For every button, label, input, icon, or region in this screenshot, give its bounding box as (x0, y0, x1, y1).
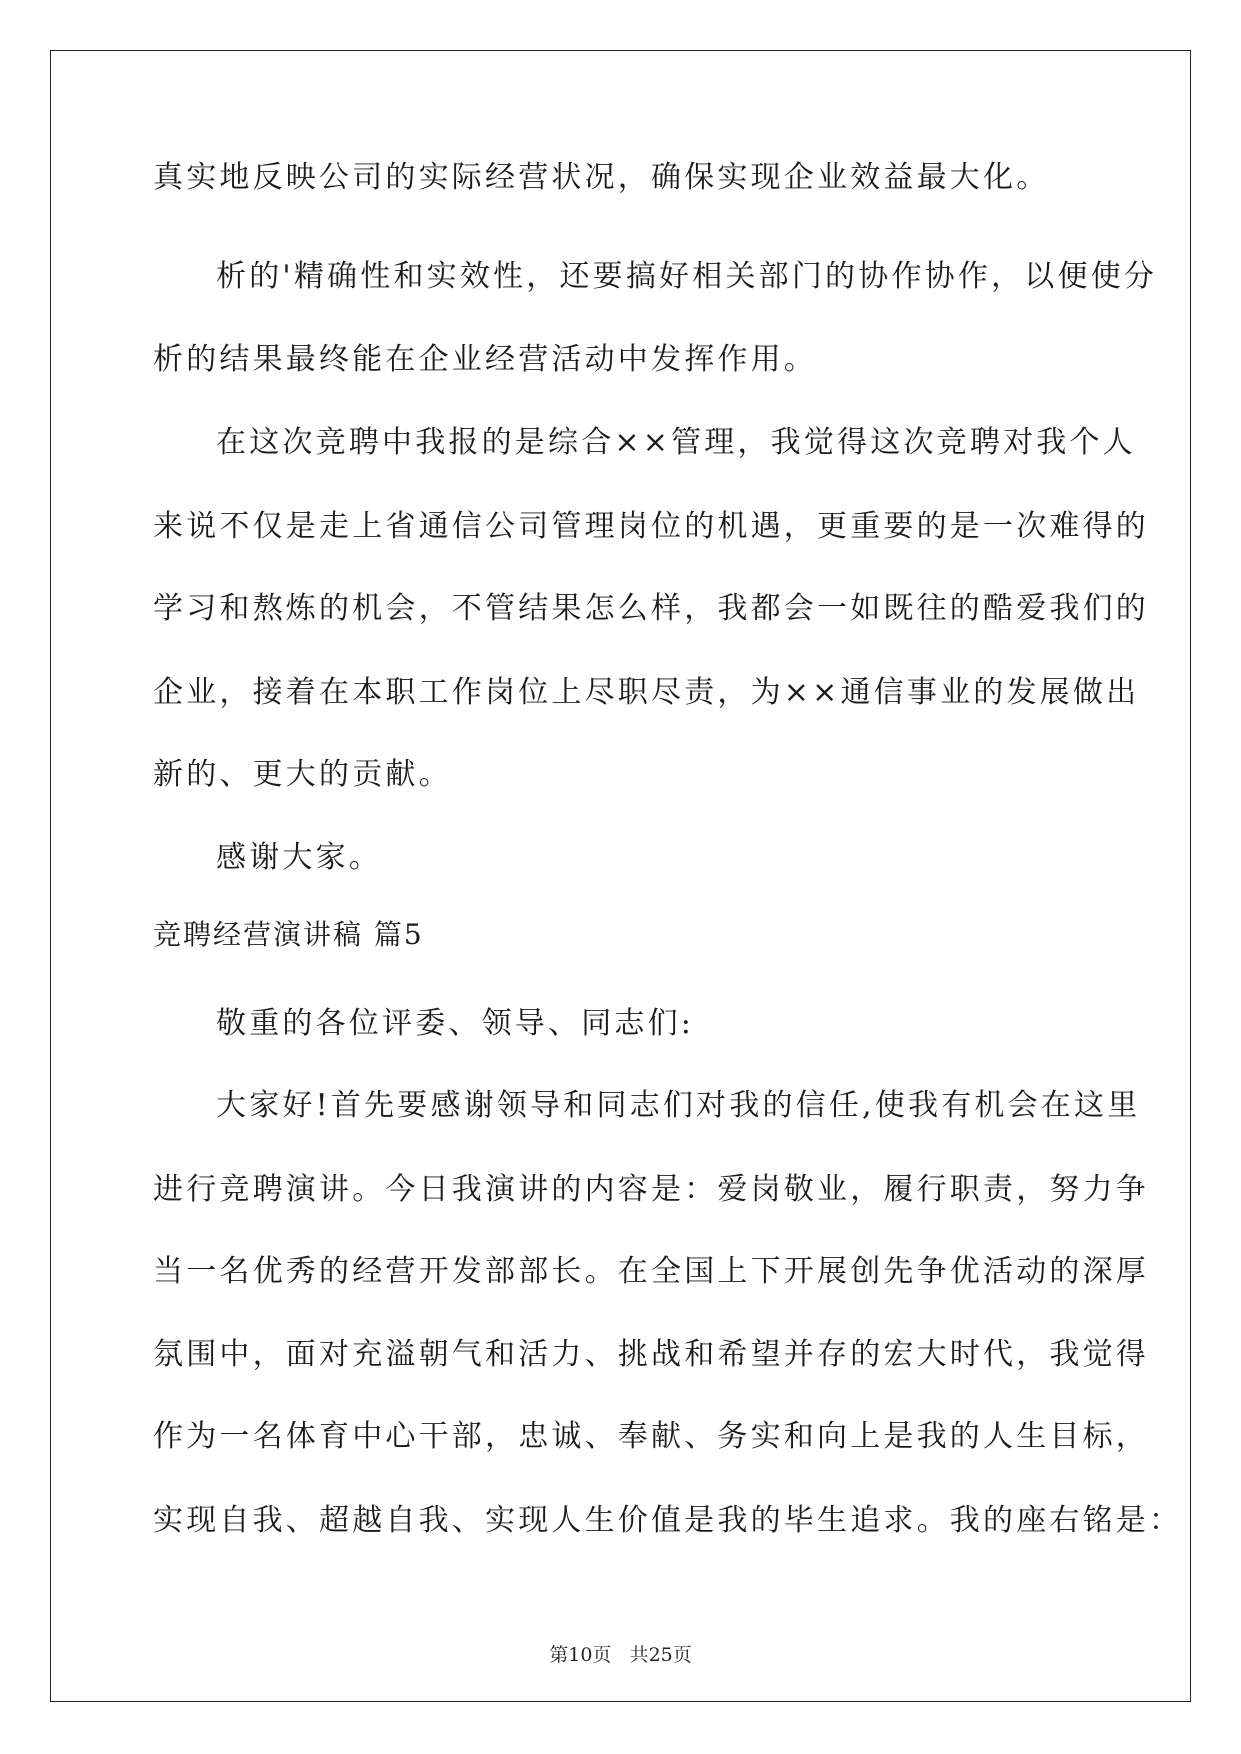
text-line: 学习和熬炼的机会，不管结果怎么样，我都会一如既往的酷爱我们的 (153, 591, 1149, 626)
page-separator: 页 共 (592, 1644, 649, 1666)
text-line: 实现自我、超越自我、实现人生价值是我的毕生追求。我的座右铭是： (153, 1503, 1183, 1538)
text-line: 氛围中，面对充溢朝气和活力、挑战和希望并存的宏大时代，我觉得 (153, 1337, 1149, 1372)
paragraph-first-line: 敬重的各位评委、领导、同志们: (216, 1006, 695, 1041)
page-frame (50, 50, 1191, 1702)
text-line: 真实地反映公司的实际经营状况，确保实现企业效益最大化。 (153, 160, 1050, 195)
text-line: 当一名优秀的经营开发部部长。在全国上下开展创先争优活动的深厚 (153, 1254, 1149, 1289)
text-line: 进行竞聘演讲。今日我演讲的内容是：爱岗敬业，履行职责，努力争 (153, 1172, 1149, 1207)
text-line: 新的、更大的贡献。 (153, 757, 452, 792)
paragraph-first-line: 感谢大家。 (216, 840, 382, 875)
text-line: 企业，接着在本职工作岗位上尽职尽责，为××通信事业的发展做出 (153, 675, 1140, 710)
section-heading: 竞聘经营演讲稿 篇5 (153, 918, 424, 951)
text-line: 作为一名体育中心干部，忠诚、奉献、务实和向上是我的人生目标， (153, 1419, 1149, 1454)
page-prefix: 第 (549, 1644, 569, 1666)
page-suffix: 页 (672, 1644, 692, 1666)
page-current: 10 (568, 1644, 593, 1666)
paragraph-first-line: 大家好!首先要感谢领导和同志们对我的信任,使我有机会在这里 (216, 1088, 1141, 1123)
paragraph-first-line: 在这次竞聘中我报的是综合××管理，我觉得这次竞聘对我个人 (216, 425, 1136, 460)
page-footer (0, 1640, 1241, 1667)
text-line: 析的结果最终能在企业经营活动中发挥作用。 (153, 342, 817, 377)
paragraph-first-line: 析的'精确性和实效性，还要搞好相关部门的协作协作，以便使分 (216, 259, 1158, 294)
page-total: 25 (648, 1644, 673, 1666)
text-line: 来说不仅是走上省通信公司管理岗位的机遇，更重要的是一次难得的 (153, 509, 1149, 544)
